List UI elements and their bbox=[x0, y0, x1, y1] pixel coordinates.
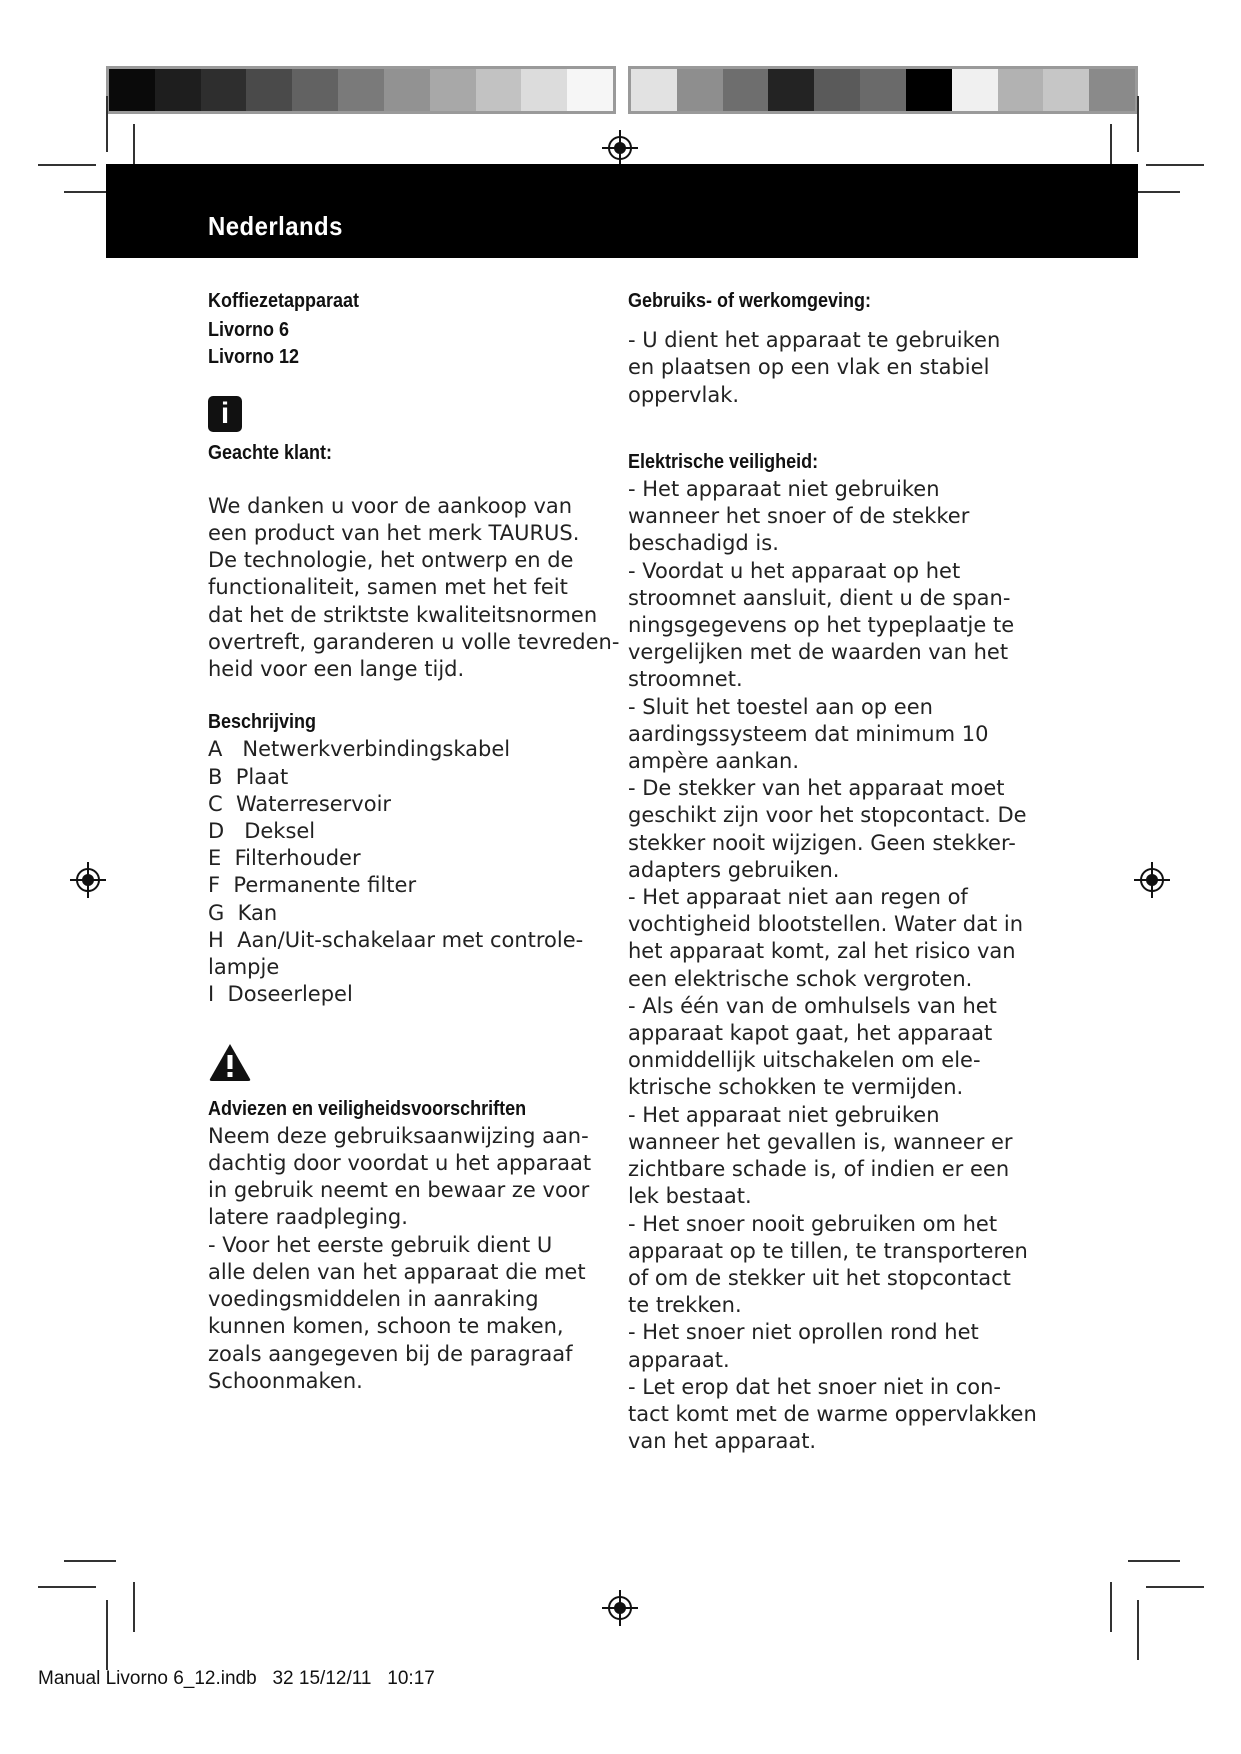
text-line: - De stekker van het apparaat moet bbox=[628, 776, 1005, 801]
crop-mark bbox=[1128, 1560, 1180, 1562]
color-swatch bbox=[384, 69, 430, 111]
text-line: aardingssysteem dat minimum 10 bbox=[628, 721, 989, 746]
list-item: A Netwerkverbindingskabel bbox=[208, 737, 511, 762]
color-swatch bbox=[430, 69, 476, 111]
color-swatch bbox=[155, 69, 201, 111]
text-line: De technologie, het ontwerp en de bbox=[208, 548, 574, 573]
color-swatch bbox=[677, 69, 723, 111]
crop-mark bbox=[64, 1560, 116, 1562]
color-swatch bbox=[338, 69, 384, 111]
text-line: alle delen van het apparaat die met bbox=[208, 1259, 586, 1284]
text-line: oppervlak. bbox=[628, 382, 740, 407]
text-line: voedingsmiddelen in aanraking bbox=[208, 1287, 539, 1312]
color-swatch bbox=[906, 69, 952, 111]
text-line: stroomnet aansluit, dient u de span- bbox=[628, 585, 1011, 610]
text-line: vergelijken met de waarden van het bbox=[628, 640, 1009, 665]
color-swatch bbox=[292, 69, 338, 111]
text-line: - Voor het eerste gebruik dient U bbox=[208, 1232, 553, 1257]
list-item: E Filterhouder bbox=[208, 846, 361, 871]
list-item: B Plaat bbox=[208, 764, 289, 789]
registration-target-icon bbox=[600, 1588, 640, 1628]
text-line: wanneer het snoer of de stekker bbox=[628, 504, 970, 529]
crop-mark bbox=[1137, 96, 1139, 152]
color-swatch bbox=[998, 69, 1044, 111]
text-line: - Het apparaat niet gebruiken bbox=[628, 477, 940, 502]
color-swatch bbox=[768, 69, 814, 111]
product-title: Koffiezetapparaat bbox=[208, 290, 360, 312]
text-line: zoals aangegeven bij de paragraaf bbox=[208, 1341, 573, 1366]
description-heading: Beschrijving bbox=[208, 711, 317, 734]
text-line: het apparaat komt, zal het risico van bbox=[628, 939, 1016, 964]
color-swatch bbox=[521, 69, 567, 111]
text-line: - Voordat u het apparaat op het bbox=[628, 558, 961, 583]
text-line: ningsgegevens op het typeplaatje te bbox=[628, 613, 1015, 638]
list-item: C Waterreservoir bbox=[208, 791, 392, 816]
model-name: Livorno 12 bbox=[208, 346, 300, 369]
list-item: D Deksel bbox=[208, 819, 316, 844]
electrical-safety-paragraph bbox=[628, 476, 1037, 1455]
color-swatch bbox=[476, 69, 522, 111]
crop-mark bbox=[1110, 1582, 1112, 1632]
environment-heading: Gebruiks- of werkomgeving: bbox=[628, 290, 872, 312]
language-title: Nederlands bbox=[208, 211, 343, 241]
text-line: - Sluit het toestel aan op een bbox=[628, 694, 933, 719]
text-line: ampère aankan. bbox=[628, 749, 800, 774]
safety-heading: Adviezen en veiligheidsvoorschriften bbox=[208, 1097, 527, 1120]
text-line: dachtig door voordat u het apparaat bbox=[208, 1151, 592, 1176]
text-line: lek bestaat. bbox=[628, 1184, 752, 1209]
text-line: - Let erop dat het snoer niet in con- bbox=[628, 1374, 1002, 1399]
right-column bbox=[628, 288, 1037, 1455]
safety-paragraph bbox=[208, 1123, 608, 1395]
color-swatch bbox=[1089, 69, 1135, 111]
text-line: stekker nooit wijzigen. Geen stekker- bbox=[628, 830, 1016, 855]
text-line: stroomnet. bbox=[628, 667, 743, 692]
text-line: geschikt zijn voor het stopcontact. De bbox=[628, 803, 1027, 828]
text-line: wanneer het gevallen is, wanneer er bbox=[628, 1129, 1013, 1154]
crop-mark bbox=[1146, 164, 1204, 166]
intro-paragraph bbox=[208, 493, 620, 683]
model-name: Livorno 6 bbox=[208, 319, 290, 342]
color-swatch bbox=[567, 69, 613, 111]
list-item: lampje bbox=[208, 955, 280, 980]
text-line: We danken u voor de aankoop van bbox=[208, 493, 573, 518]
dear-customer-heading: Geachte klant: bbox=[208, 441, 333, 464]
text-line: vochtigheid blootstellen. Water dat in bbox=[628, 912, 1024, 937]
text-line: van het apparaat. bbox=[628, 1429, 817, 1454]
crop-mark bbox=[1146, 1586, 1204, 1588]
text-line: - Het snoer nooit gebruiken om het bbox=[628, 1211, 998, 1236]
text-line: zichtbare schade is, of indien er een bbox=[628, 1157, 1010, 1182]
warning-icon bbox=[208, 1042, 252, 1082]
color-swatch bbox=[952, 69, 998, 111]
electrical-safety-heading: Elektrische veiligheid: bbox=[628, 450, 819, 473]
text-line: adapters gebruiken. bbox=[628, 857, 840, 882]
registration-target-icon bbox=[1132, 860, 1172, 900]
color-bar-left bbox=[106, 66, 616, 114]
text-line: latere raadpleging. bbox=[208, 1205, 408, 1230]
list-item: I Doseerlepel bbox=[208, 982, 353, 1007]
text-line: - Het snoer niet oprollen rond het bbox=[628, 1320, 979, 1345]
list-item: F Permanente filter bbox=[208, 873, 417, 898]
text-line: in gebruik neemt en bewaar ze voor bbox=[208, 1178, 590, 1203]
crop-mark bbox=[38, 1586, 96, 1588]
text-line: - U dient het apparaat te gebruiken bbox=[628, 328, 1001, 353]
color-swatch bbox=[723, 69, 769, 111]
color-swatch bbox=[1043, 69, 1089, 111]
text-line: te trekken. bbox=[628, 1293, 742, 1318]
crop-mark bbox=[106, 96, 108, 152]
text-line: dat het de striktste kwaliteitsnormen bbox=[208, 602, 598, 627]
text-line: een elektrische schok vergroten. bbox=[628, 966, 973, 991]
text-line: - Het apparaat niet gebruiken bbox=[628, 1102, 940, 1127]
text-line: - Het apparaat niet aan regen of bbox=[628, 885, 968, 910]
description-list bbox=[208, 736, 608, 1008]
text-line: apparaat op te tillen, te transporteren bbox=[628, 1238, 1028, 1263]
text-line: onmiddellijk uitschakelen om ele- bbox=[628, 1048, 981, 1073]
text-line: Schoonmaken. bbox=[208, 1368, 363, 1393]
list-item: H Aan/Uit-schakelaar met controle- bbox=[208, 927, 584, 952]
text-line: en plaatsen op een vlak en stabiel bbox=[628, 355, 990, 380]
environment-paragraph bbox=[628, 327, 1028, 409]
info-icon: i bbox=[208, 396, 242, 432]
registration-target-icon bbox=[600, 128, 640, 168]
text-line: apparaat kapot gaat, het apparaat bbox=[628, 1021, 993, 1046]
text-line: ktrische schokken te vermijden. bbox=[628, 1075, 964, 1100]
text-line: heid voor een lange tijd. bbox=[208, 657, 465, 682]
text-line: beschadigd is. bbox=[628, 531, 779, 556]
color-swatch bbox=[246, 69, 292, 111]
print-slug: Manual Livorno 6_12.indb 32 15/12/11 10:17 bbox=[38, 1668, 435, 1689]
text-line: of om de stekker uit het stopcontact bbox=[628, 1265, 1011, 1290]
registration-target-icon bbox=[68, 860, 108, 900]
list-item: G Kan bbox=[208, 900, 278, 925]
text-line: functionaliteit, samen met het feit bbox=[208, 575, 568, 600]
text-line: kunnen komen, schoon te maken, bbox=[208, 1314, 564, 1339]
crop-mark bbox=[106, 1600, 108, 1670]
crop-mark bbox=[1137, 1600, 1139, 1660]
color-swatch bbox=[109, 69, 155, 111]
text-line: apparaat. bbox=[628, 1347, 730, 1372]
color-swatch bbox=[814, 69, 860, 111]
crop-mark bbox=[38, 164, 96, 166]
color-swatch bbox=[201, 69, 247, 111]
language-header-band bbox=[106, 164, 1138, 258]
color-bar-right bbox=[628, 66, 1138, 114]
crop-mark bbox=[133, 1582, 135, 1632]
text-line: een product van het merk TAURUS. bbox=[208, 521, 580, 546]
left-column bbox=[208, 288, 620, 1395]
text-line: - Als één van de omhulsels van het bbox=[628, 993, 997, 1018]
text-line: overtreft, garanderen u volle tevreden- bbox=[208, 629, 620, 654]
text-line: tact komt met de warme oppervlakken bbox=[628, 1401, 1037, 1426]
color-swatch bbox=[860, 69, 906, 111]
text-line: Neem deze gebruiksaanwijzing aan- bbox=[208, 1123, 589, 1148]
color-swatch bbox=[631, 69, 677, 111]
